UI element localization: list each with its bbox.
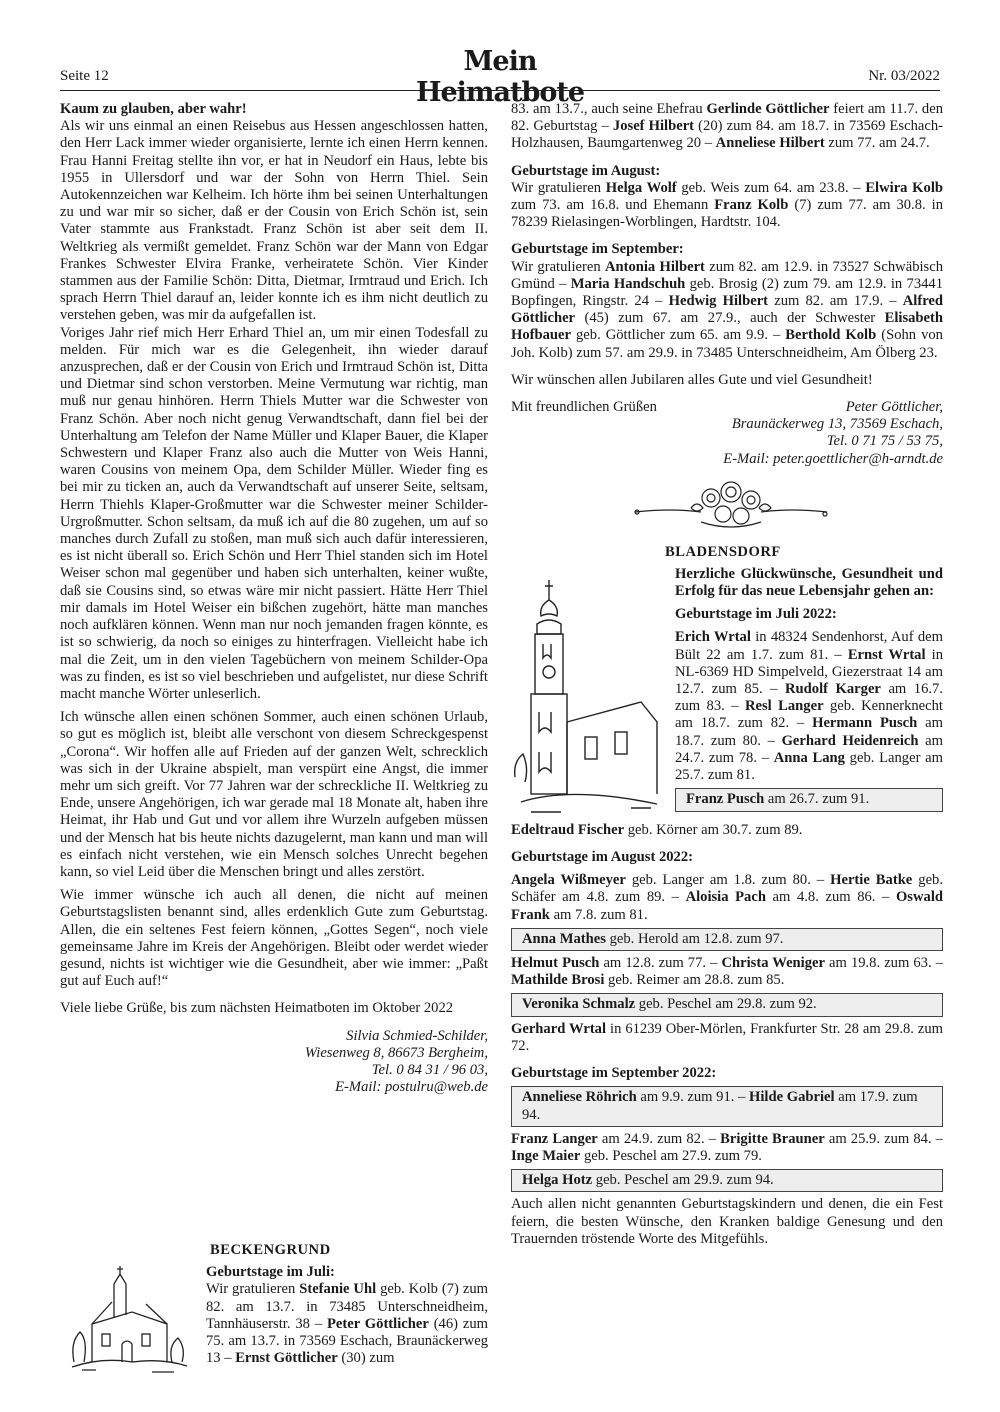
left-column (60, 101, 488, 1096)
issue-number: Nr. 03/2022 (868, 68, 940, 84)
highlight-box: Helga Hotz geb. Peschel am 29.9. zum 94. (511, 1169, 943, 1192)
church-illustration-icon (511, 572, 661, 822)
august-2022-title: Geburtstage im August 2022: (511, 849, 694, 866)
edeltraud-entry: Edeltraud Fischer geb. Körner am 30.7. zum 89. (511, 821, 803, 838)
signature-row (511, 399, 943, 416)
bladensdorf-intro-block (511, 566, 943, 822)
section-title-beckengrund: BECKENGRUND (210, 1242, 331, 1258)
august-title: Geburtstage im August: (511, 162, 661, 179)
page-number: Seite 12 (60, 68, 109, 84)
article-paragraph: Als wir uns einmal an einen Reisebus aus Hessen angeschlossen hatten, den Herr Lack immer wieder organisierte, lernte ich einen Herrn kennen. Frau Hanni Freitag stellte ihn vor, er hat in Neudorf ein Haus, lebte bis 1955 in Ullersdorf und war der Sohn von Herrn Thiel. Sein Autokennzeichen war Kelheim. Ich hörte ihm bei seinen Unterhaltungen zu und war mir so sicher, daß er der Cousin von Erich Schön ist, sein Vater stammte aus Frankstadt. Franz Schön ist aber seit dem II. Weltkrieg als vermißt gemeldet. Franz Schön war der Mann von Edgar Frankes Schwester Elvira Franke, verheiratete Schön. Vier Kinder stammen aus der Familie Schön: Ditta, Dietmar, Irmtraud und Erich. Ich sprach Herrn Thiel darauf an, leider konnte ich es ihm nicht deutlich zu verstehen geben, was mir da aufgefallen ist. (60, 118, 488, 324)
august-2022-list: Angela Wißmeyer geb. Langer am 1.8. zum 80. – Hertie Batke geb. Schäfer am 4.8. zum 89. – Aloisia Pach am 4.8. zum 86. – Oswald Frank am 7.8. zum 81. (511, 872, 943, 923)
beckengrund-subtitle: Geburtstage im Juli: (206, 1264, 335, 1281)
signature-email: E-Mail: peter.goettlicher@h-arndt.de (723, 450, 943, 467)
signature-block (846, 399, 943, 416)
chapel-illustration-icon (62, 1262, 192, 1380)
signature-phone: Tel. 0 84 31 / 96 03, (371, 1061, 488, 1078)
signature-details (511, 416, 943, 468)
header-divider (60, 90, 940, 91)
july-2022-title: Geburtstage im Juli 2022: (675, 606, 837, 623)
september-list: Wir gratulieren Antonia Hilbert zum 82. am 12.9. in 73527 Schwäbisch Gmünd – Maria Handschuh geb. Brosig (2) zum 79. am 12.9. in 73441 Bopfingen, Ringstr. 24 – Hedwig Hilbert zum 82. am 17.9. – Alfred Göttlicher (45) zum 67. am 27.9., auch der Schwester Elisabeth Hofbauer geb. Göttlicher zum 65. am 9.9. – Berthold Kolb (Sohn von Joh. Kolb) zum 57. am 29.9. in 73485 Unterschneidheim, Am Ölberg 23. (511, 258, 944, 361)
september-title: Geburtstage im September: (511, 241, 684, 258)
signature-phone: Tel. 0 71 75 / 53 75, (826, 433, 943, 450)
article-title: Kaum zu glauben, aber wahr! (60, 101, 247, 117)
bladensdorf-intro: Herzliche Glückwünsche, Gesundheit und Erfolg für das neue Lebensjahr gehen an: (675, 565, 943, 600)
signature-name: Silvia Schmied-Schilder, (346, 1027, 488, 1044)
greeting: Mit freundlichen Grüßen (511, 399, 657, 416)
right-column (511, 101, 943, 1248)
section-title-bladensdorf: BLADENSDORF (665, 543, 781, 560)
article-paragraph: Ich wünsche allen einen schönen Sommer, auch einen schönen Urlaub, so gut es möglich ist, bleibt alle verschont von diesem Schreckgespenst „Corona“. Wir hoffen alle auf Frieden auf der ganzen Welt, schrecklich was sich in der Ukraine abspielt, man verspürt eine Angst, die immer mehr um sich greift. Vor 77 Jahren war der schreckliche II. Weltkrieg zu Ende, unsere Angehörigen, ich war gerade mal 18 Monate alt, haben ihre Heimat, ihr Hab und Gut und vor allem ihre Wurzeln aufgeben müssen und der Mensch hat bis heute nichts dazugelernt, man kann und man will es einfach nicht verstehen, wie ein Mensch solches Unrecht begehen kann, so viel Leid über die Menschen bringt und alles zerstört. (60, 709, 488, 880)
july-2022-list: Erich Wrtal in 48324 Sendenhorst, Auf dem Bült 22 am 1.7. zum 81. – Ernst Wrtal in NL-6369 HD Simpelveld, Giezerstraat 14 am 12.7. zum 85. – Rudolf Karger am 16.7. zum 83. – Resl Langer geb. Kennerknecht am 18.7. zum 82. – Hermann Pusch am 18.7. zum 80. – Gerhard Heidenreich am 24.7. zum 78. – Anna Lang geb. Langer am 25.7. zum 81. (675, 629, 943, 784)
signature-address: Braunäckerweg 13, 73569 Eschach, (731, 416, 943, 433)
gerhard-entry: Gerhard Wrtal in 61239 Ober-Mörlen, Frankfurter Str. 28 am 29.8. zum 72. (511, 1020, 944, 1054)
highlight-box: Veronika Schmalz geb. Peschel am 29.8. zum 92. (511, 993, 943, 1016)
august-list: Wir gratulieren Helga Wolf geb. Weis zum 64. am 23.8. – Elwira Kolb zum 73. am 16.8. und Ehemann Franz Kolb (7) zum 77. am 30.8. in 78239 Rielasingen-Worblingen, Hardtstr. 104. (511, 179, 943, 231)
signature-email: E-Mail: postulru@web.de (335, 1079, 488, 1096)
wish-line: Wir wünschen allen Jubilaren alles Gute und viel Gesundheit! (511, 371, 873, 388)
highlight-box: Anneliese Röhrich am 9.9. zum 91. – Hilde Gabriel am 17.9. zum 94. (511, 1086, 943, 1126)
september-2022-title: Geburtstage im September 2022: (511, 1065, 717, 1082)
beckengrund-continued: 83. am 13.7., auch seine Ehefrau Gerlinde Göttlicher feiert am 11.7. den 82. Geburtstag – Josef Hilbert (20) zum 84. am 18.7. in 73569 Eschach-Holzhausen, Baumgartenweg 20 – Anneliese Hilbert zum 77. am 24.7. (511, 101, 943, 152)
august-2022-list-2: Helmut Pusch am 12.8. zum 77. – Christa Weniger am 19.8. zum 63. – Mathilde Brosi geb. Reimer am 28.8. zum 85. (511, 955, 943, 989)
masthead-logo: Mein Heimatbote (415, 46, 585, 108)
closing-paragraph: Auch allen nicht genannten Geburtstagskindern und denen, die ein Fest feiern, die besten Wünsche, den Kranken baldige Genesung und den Trauernden tröstende Worte des Mitgefühls. (511, 1196, 943, 1247)
signature-block (60, 1028, 488, 1097)
article-paragraph: Wie immer wünsche ich auch all denen, die nicht auf meinen Geburtstagslisten benannt sind, alles erdenklich Gute zum Geburtstag. Allen, die ein seltenes Fest feiern können, „Gottes Segen“, noch viele gemeinsame Jahre im Kreis der Angehörigen. Bleibt oder werdet wieder gesund, nichts ist wichtiger wie die Gesundheit, aber wie immer: „Paßt gut auf Euch auf!“ (60, 887, 488, 990)
beckengrund-section (206, 1242, 488, 1367)
article-paragraph: Viele liebe Grüße, bis zum nächsten Heimatboten im Oktober 2022 (60, 1000, 454, 1017)
article-paragraph: Voriges Jahr rief mich Herr Erhard Thiel an, um mir einen Todesfall zu melden. Für mich war es die Gelegenheit, ihn wieder darauf anzusprechen, daß er der Cousin von Erich und Irmtraud Schön ist, Ditta und Dietmar sind schon verstorben. Meine Vermutung war richtig, man muß nur genau hinhören. Herrn Thiels Mutter war die Schwester von Franz Schön. Aber noch nicht genug Verwandtschaft, dann fiel bei der Unterhaltung am Telefon der Name Müller und Klaper Bauer, die Klaper Schwestern und Klaper Franz also auch die Mutter von Weis Hanni, waren Cousins von meinem Opa, dem Schilder Müller. Wieder fing es bei mir zu ticken an, auch da Verwandtschaft auf unserer Seite, seltsam, Herrn Thiehls Klaper-Großmutter war die Schwester meiner Schilder-Urgroßmutter. Schon seltsam, da muß ich auf die 80 zugehen, um auf so manches durch Zufall zu stoßen, man muß sich auch dafür interessieren, es ist nicht überall so. Erich Schön und Herr Thiel standen sich im Hotel Weiser schon mal gegenüber und haben sich unterhalten, keiner wußte, daß sie Cousins sind, so etwas wäre mir nicht passiert. Hätte Herr Thiel mir damals im Hotel Weiser ein bißchen zugehört, hätte man manches noch aufklären können. Wenn man nur noch jemanden fragen könnte, es ist so schwierig, da noch so einiges zu hinterfragen. Vielleicht habe ich mal die Zeit, um in den vielen Tagebüchern von meinem Schilder-Opa was zu finden, es ist so viel beschrieben und aufgelistet, nur diese Schrift macht manche Wörter unleserlich. (60, 324, 488, 702)
signature-address: Wiesenweg 8, 86673 Bergheim, (304, 1044, 488, 1061)
signature-name: Peter Göttlicher, (845, 399, 943, 416)
beckengrund-list: Wir gratulieren Stefanie Uhl geb. Kolb (7) zum 82. am 13.7. in 73485 Unterschneidheim, Tannhäuserstr. 38 – Peter Göttlicher (46) zum 75. am 13.7. in 73569 Eschach, Braunäckerweg 13 – Ernst Göttlicher (30) zum (206, 1281, 488, 1367)
september-2022-list: Franz Langer am 24.9. zum 82. – Brigitte Brauner am 25.9. zum 84. – Inge Maier geb. Peschel am 27.9. zum 79. (511, 1130, 943, 1164)
flower-ornament-icon (631, 478, 831, 534)
highlight-box: Franz Pusch am 26.7. zum 91. (675, 788, 943, 811)
highlight-box: Anna Mathes geb. Herold am 12.8. zum 97. (511, 928, 943, 951)
